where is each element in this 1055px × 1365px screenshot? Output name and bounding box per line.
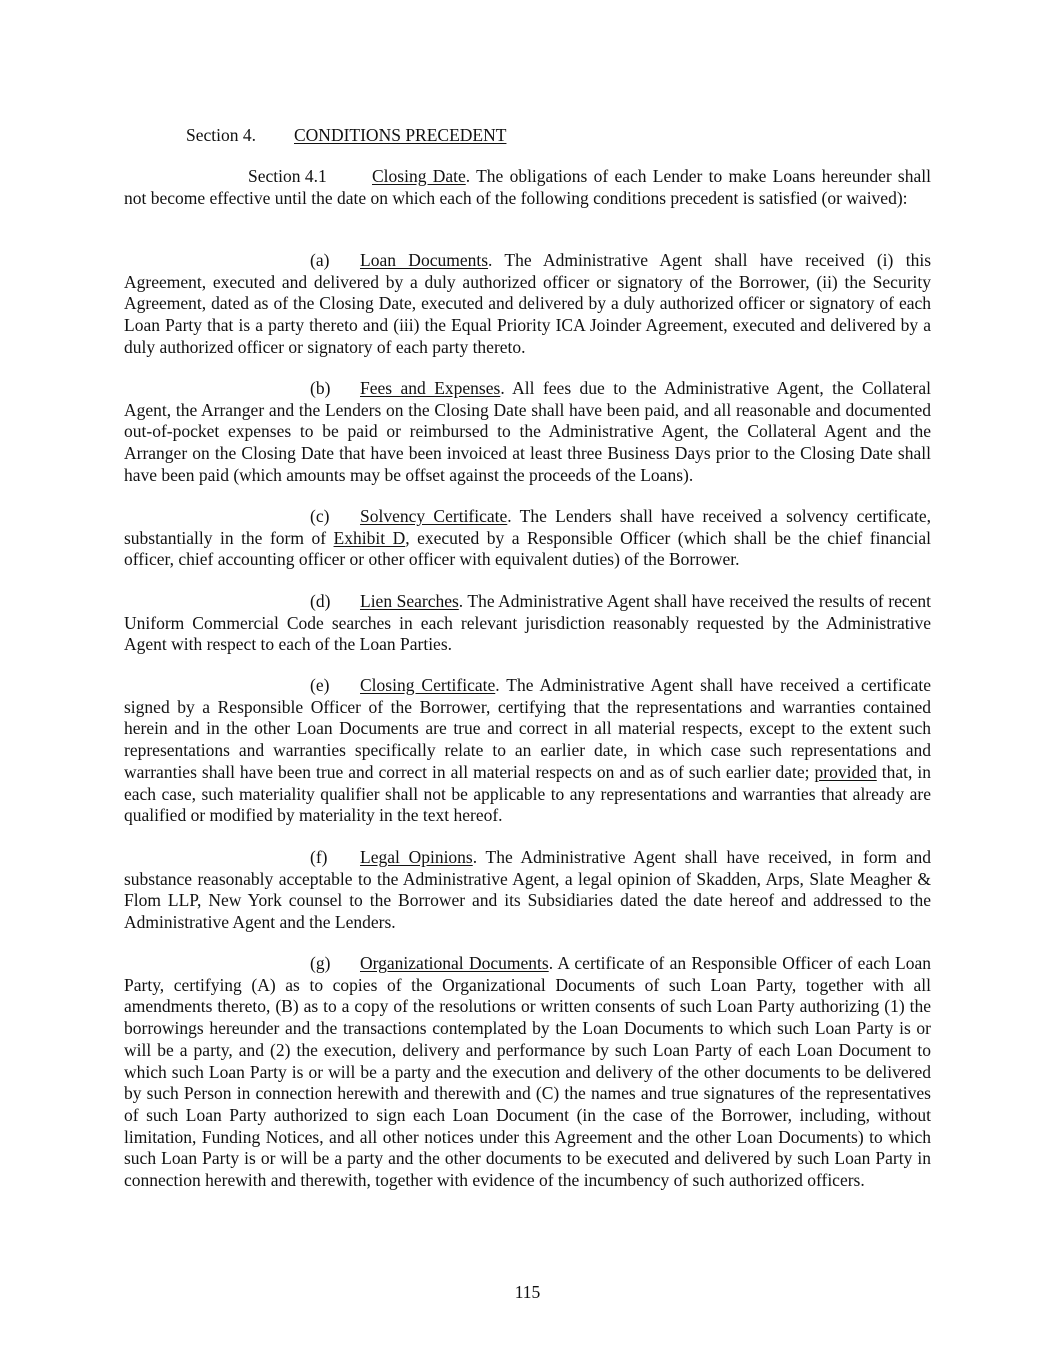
paragraph-text: . A certificate of an Responsible Officer of each Loan Party, certifying (A) as to copies of the Organizational Documents of such Loan Party, together with all amendments thereto, (B) as to a copy of the resolutions or written consents of such Loan Party authorizing (1) the borrowings hereunder and the transactions contemplated by the Loan Documents to which such Loan Party is or will be a party, and (2) the execution, delivery and performance by such Loan Party of each Loan Document to which such Loan Party is or will be a party and the execution and delivery of the other documents to be delivered by such Person in connection herewith and therewith and (C) the names and true signatures of the representatives of such Loan Party authorized to sign each Loan Document (in the case of the Borrower, including, without limitation, Funding Notices, and all other notices under this Agreement and the other Loan Documents) to which such Loan Party is or will be a party and the other documents to be executed and delivered by such Loan Party in connection herewith and therewith, together with evidence of the incumbency of such authorized officers. (124, 953, 932, 1191)
paragraph-title: Loan Documents (360, 250, 489, 270)
subsection-title: Closing Date (372, 166, 466, 186)
paragraph-title: Closing Certificate (360, 675, 496, 695)
paragraph-text-continued: , executed by a Responsible Officer (which shall be the chief financial officer, chief accounting officer or other officer with equivalent duties) of the Borrower. (124, 527, 931, 570)
paragraph-label: (g) (310, 953, 331, 973)
page-number: 115 (514, 1282, 541, 1302)
paragraph-g (124, 953, 931, 1192)
paragraph-b (124, 378, 931, 487)
paragraph-text: . The Lenders shall have received a solvency certificate, substantially in the form of (124, 506, 931, 548)
paragraph-title: Organizational Documents (360, 953, 549, 973)
paragraph-label: (b) (310, 378, 331, 398)
paragraph-d (124, 591, 931, 656)
paragraph-title: Legal Opinions (360, 847, 473, 867)
paragraph-title: Lien Searches (360, 591, 459, 611)
paragraph-text-continued: that, in each case, such materiality qualifier shall not be applicable to any representations and warranties that already are qualified or modified by materiality in the text hereof. (124, 761, 931, 826)
paragraph-c (124, 506, 931, 571)
paragraph-a (124, 250, 931, 359)
paragraph-title: Fees and Expenses (360, 378, 501, 398)
paragraph-text: . The Administrative Agent shall have received the results of recent Uniform Commercial Code searches in each relevant jurisdiction reasonably requested by the Administrative Agent with respect to each of the Loan Parties. (124, 591, 931, 655)
section-number: Section 4. (186, 125, 256, 145)
provided-emphasis: provided (814, 761, 877, 782)
paragraph-label: (f) (310, 847, 328, 867)
exhibit-reference: Exhibit D (333, 527, 406, 548)
subsection-number: Section 4.1 (248, 166, 327, 186)
paragraph-text: . All fees due to the Administrative Agent, the Collateral Agent, the Arranger and the Lenders on the Closing Date shall have been paid, and all reasonable and documented out-of-pocket expenses to be paid or reimbursed to the Administrative Agent, the Collateral Agent and the Arranger on the Closing Date that have been invoiced at least three Business Days prior to the Closing Date shall have been paid (which amounts may be offset against the proceeds of the Loans). (124, 378, 931, 485)
paragraph-text: . The Administrative Agent shall have received a certificate signed by a Responsible Officer of the Borrower, certifying that the representations and warranties contained herein and in the other Loan Documents are true and correct in all material respects, except to the extent such representations and warranties specifically relate to an earlier date, in which case such representations and warranties shall have been true and correct in all material respects on and as of such earlier date; (124, 675, 932, 782)
paragraph-text: . The Administrative Agent shall have received (i) this Agreement, executed and delivered by a duly authorized officer or signatory of the Borrower, (ii) the Security Agreement, dated as of the Closing Date, executed and delivered by a duly authorized officer or signatory of each Loan Party that is a party thereto and (iii) the Equal Priority ICA Joinder Agreement, executed and delivered by a duly authorized officer or signatory of each party thereto. (124, 250, 931, 357)
paragraph-label: (c) (310, 506, 330, 526)
subsection-4-1 (124, 166, 931, 209)
paragraph-label: (d) (310, 591, 331, 611)
paragraph-e (124, 675, 931, 827)
section-title: CONDITIONS PRECEDENT (294, 125, 507, 145)
subsection-text: . The obligations of each Lender to make Loans hereunder shall not become effective until the date on which each of the following conditions precedent is satisfied (or waived): (124, 166, 931, 208)
paragraph-f (124, 847, 931, 934)
paragraph-text: . The Administrative Agent shall have received, in form and substance reasonably acceptable to the Administrative Agent, a legal opinion of Skadden, Arps, Slate Meagher & Flom LLP, New York counsel to the Borrower and its Subsidiaries dated the date hereof and addressed to the Administrative Agent and the Lenders. (124, 847, 932, 933)
paragraph-title: Solvency Certificate (360, 506, 508, 526)
paragraph-label: (e) (310, 675, 330, 695)
paragraph-label: (a) (310, 250, 330, 270)
section-heading (186, 125, 506, 147)
